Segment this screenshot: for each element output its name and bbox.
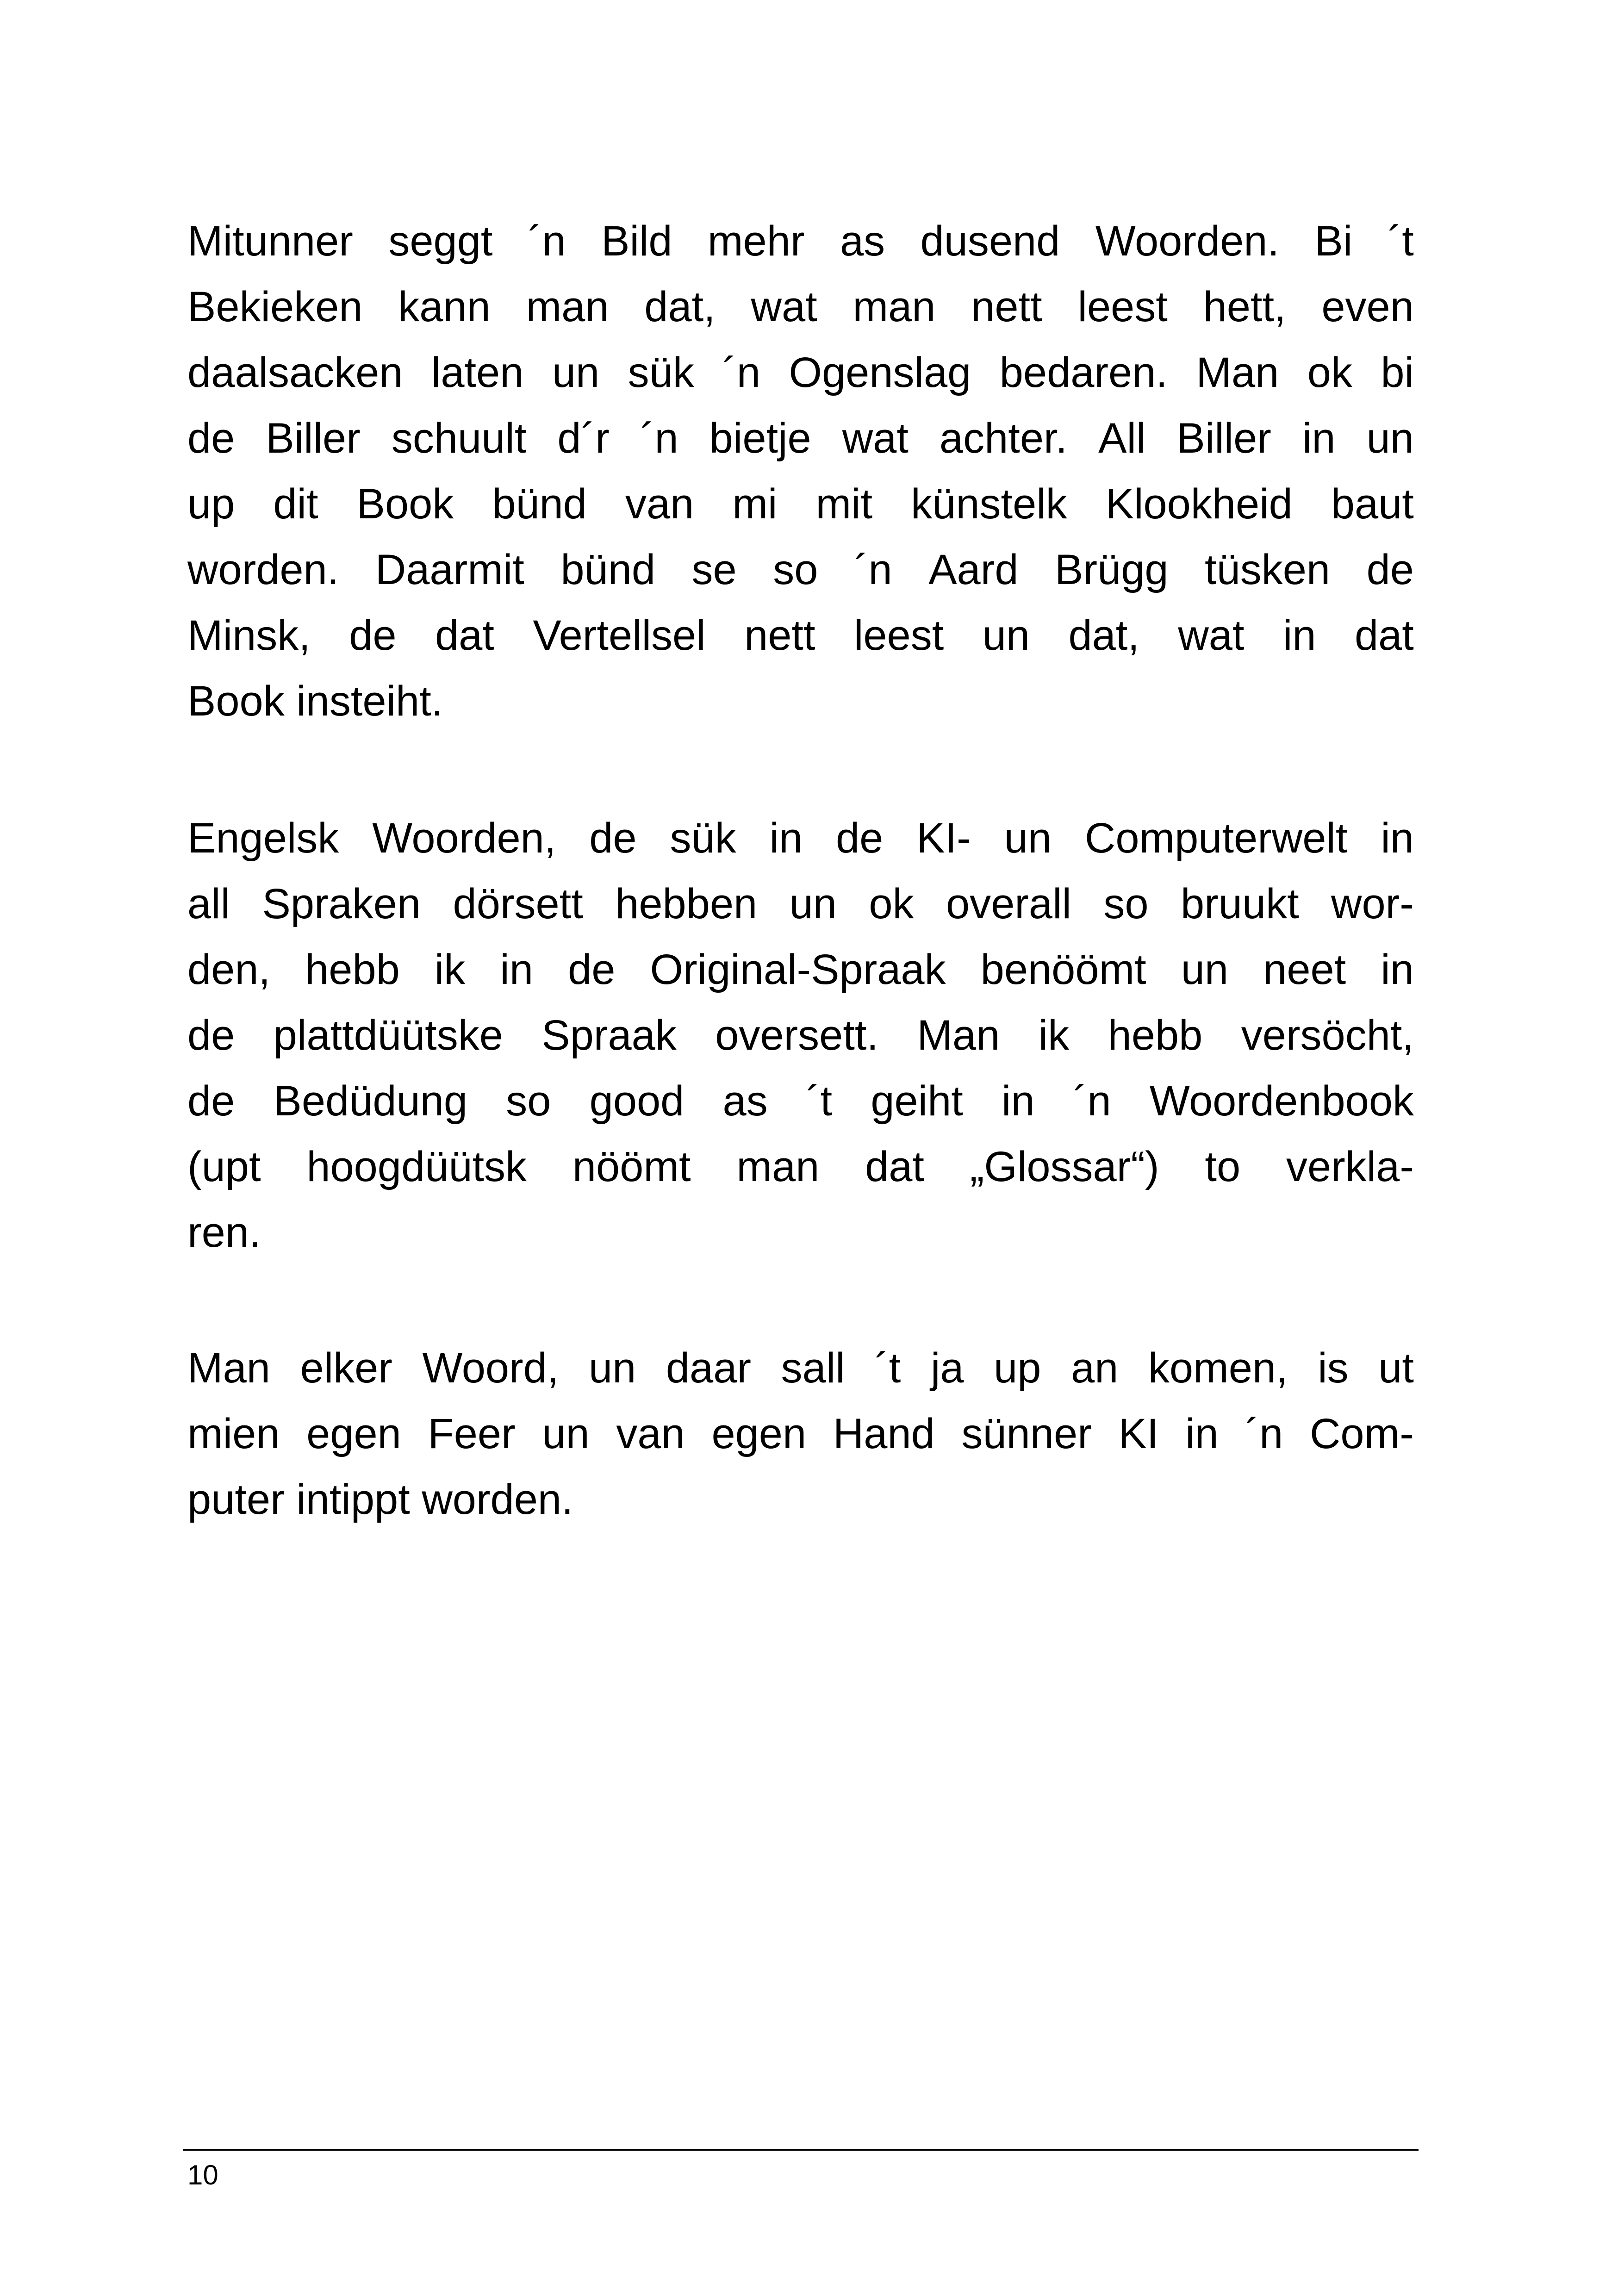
text-line: up dit Book bünd van mi mit künstelk Klookheid baut (187, 480, 1414, 528)
text-line: de Biller schuult d´r ´n bietje wat achter. All Biller in un (187, 415, 1414, 462)
text-line: all Spraken dörsett hebben un ok overall so bruukt wor- (187, 880, 1414, 927)
paragraph-1 (187, 208, 1414, 734)
text-line: Man elker Woord, un daar sall ´t ja up an komen, is ut (187, 1344, 1414, 1392)
text-line: worden. Daarmit bünd se so ´n Aard Brügg tüsken de (187, 546, 1414, 593)
text-line: Mitunner seggt ´n Bild mehr as dusend Woorden. Bi ´t (187, 218, 1414, 265)
paragraph-2 (187, 805, 1414, 1265)
text-line: daalsacken laten un sük ´n Ogenslag bedaren. Man ok bi (187, 349, 1414, 396)
text-line: puter intippt worden. (187, 1476, 573, 1523)
text-line: Minsk, de dat Vertellsel nett leest un dat, wat in dat (187, 612, 1414, 659)
page-number: 10 (187, 2159, 218, 2190)
text-line: Engelsk Woorden, de sük in de KI- un Computerwelt in (187, 815, 1414, 862)
text-line: Bekieken kann man dat, wat man nett leest hett, even (187, 283, 1414, 330)
text-line: (upt hoogdüütsk nöömt man dat „Glossar“) to verkla- (187, 1143, 1414, 1190)
text-line: de plattdüütske Spraak oversett. Man ik hebb versöcht, (187, 1012, 1414, 1059)
text-line: Book insteiht. (187, 678, 443, 725)
text-line: de Bedüdung so good as ´t geiht in ´n Woordenbook (187, 1077, 1414, 1125)
text-line: den, hebb ik in de Original-Spraak benöömt un neet in (187, 946, 1414, 993)
text-line: mien egen Feer un van egen Hand sünner KI in ´n Com- (187, 1410, 1414, 1457)
text-line: ren. (187, 1209, 261, 1256)
footer-divider (183, 2149, 1419, 2151)
paragraph-3 (187, 1335, 1414, 1532)
